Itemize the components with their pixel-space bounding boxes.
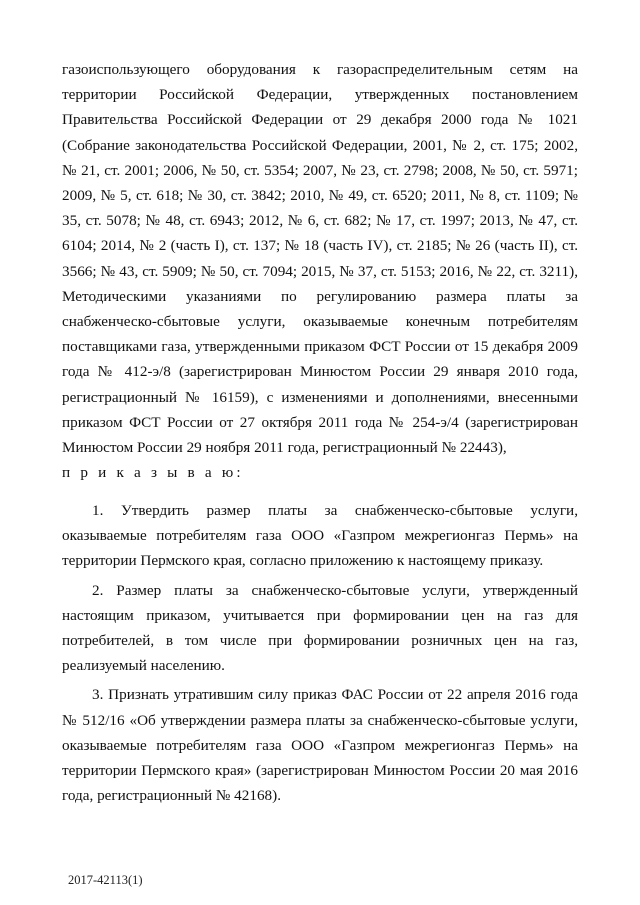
order-item-3: 3. Признать утратившим силу приказ ФАС России от 22 апреля 2016 года № 512/16 «Об утверждении размера платы за снабженческо-сбытовые услуги, оказываемые потребителям газа ООО «Газпром межрегионгаз Пермь» на территории Пермского края» (зарегистрирован Минюстом России 20 мая 2016 года, регистрационный № 42168).	[62, 686, 578, 805]
order-item-2: 2. Размер платы за снабженческо-сбытовые услуги, утвержденный настоящим приказом, учитывается при формировании цен на газ для потребителей, в том числе при формировании розничных цен на газ, реализуемый населению.	[62, 581, 578, 675]
order-word: п р и к а з ы в а ю:	[62, 464, 244, 482]
order-item-1: 1. Утвердить размер платы за снабженческо-сбытовые услуги, оказываемые потребителям газа ООО «Газпром межрегионгаз Пермь» на территории Пермского края, согласно приложению к настоящему приказу.	[62, 502, 578, 570]
document-code: 2017-42113(1)	[68, 873, 143, 887]
order-items	[62, 498, 578, 808]
preamble-paragraph: газоиспользующего оборудования к газораспределительным сетям на территории Российской Федерации, утвержденных постановлением Правительства Российской Федерации от 29 декабря 2000 года № 1021 (Собрание законодательства Российской Федерации, 2001, № 2, ст. 175; 2002, № 21, ст. 2001; 2006, № 50, ст. 5354; 2007, № 23, ст. 2798; 2008, № 50, ст. 5971; 2009, № 5, ст. 618; № 30, ст. 3842; 2010, № 49, ст. 6520; 2011, № 8, ст. 1109; № 35, ст. 5078; № 48, ст. 6943; 2012, № 6, ст. 682; № 17, ст. 1997; 2013, № 47, ст. 6104; 2014, № 2 (часть I), ст. 137; № 18 (часть IV), ст. 2185; № 26 (часть II), ст. 3566; № 43, ст. 5909; № 50, ст. 7094; 2015, № 37, ст. 5153; 2016, № 22, ст. 3211), Методическими указаниями по регулированию размера платы за снабженческо-сбытовые услуги, оказываемые конечным потребителям поставщиками газа, утвержденными приказом ФСТ России от 15 декабря 2009 года № 412-э/8 (зарегистрирован Минюстом России 29 января 2010 года, регистрационный № 16159), с изменениями и дополнениями, внесенными приказом ФСТ России от 27 октября 2011 года № 254-э/4 (зарегистрирован Минюстом России 29 ноября 2011 года, регистрационный № 22443),	[62, 61, 578, 457]
document-body	[62, 57, 578, 485]
